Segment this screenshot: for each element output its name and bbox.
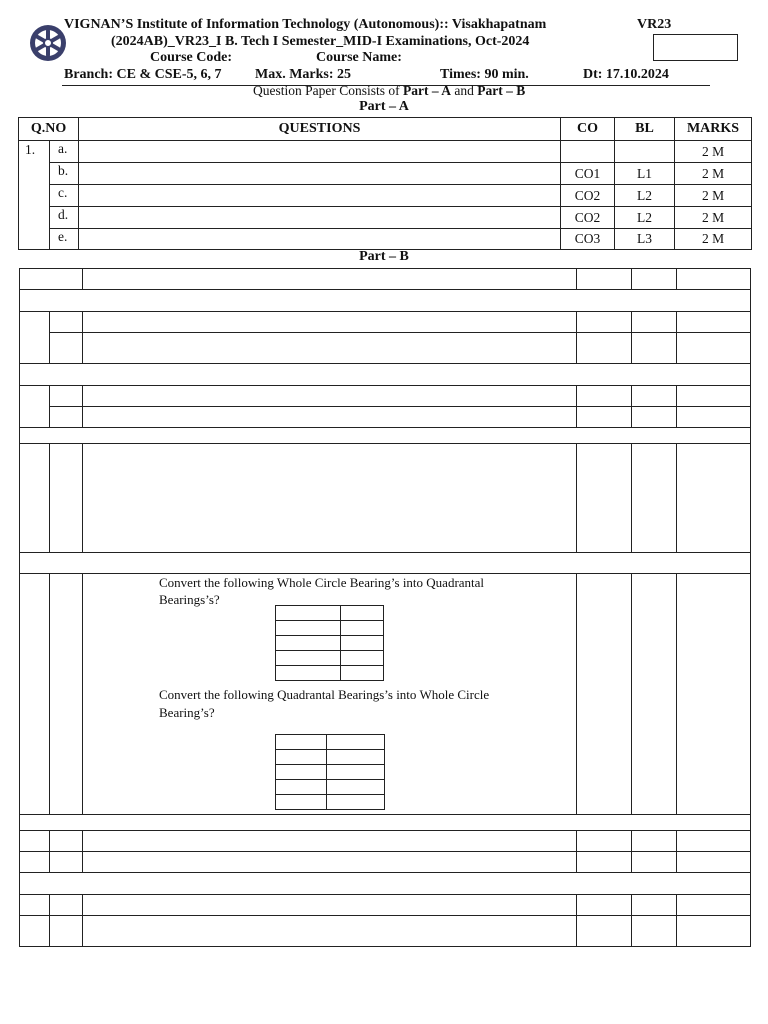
question-wcb-to-qb: Convert the following Whole Circle Bearing’s into Quadrantal Bearings’s? [159, 575, 485, 607]
table-row [20, 831, 751, 852]
table-row [20, 312, 751, 333]
col-header-marks: MARKS [675, 118, 752, 141]
separator-row [20, 873, 751, 895]
table-row [19, 185, 752, 207]
separator-row [20, 815, 751, 831]
part-a-title: Part – A [359, 99, 409, 114]
branch-info: Branch: CE & CSE-5, 6, 7 [64, 67, 222, 82]
table-row [20, 916, 751, 947]
co-cell: CO1 [561, 163, 615, 185]
question-number: 1. [19, 141, 50, 250]
sub-question-label: d. [50, 207, 79, 229]
table-row [20, 444, 751, 553]
co-cell [561, 141, 615, 163]
table-row [20, 895, 751, 916]
question-cell [79, 229, 561, 250]
separator-row [20, 290, 751, 312]
co-cell: CO2 [561, 185, 615, 207]
institute-logo [28, 23, 68, 63]
bl-cell: L2 [615, 207, 675, 229]
col-header-questions: QUESTIONS [79, 118, 561, 141]
table-row [20, 407, 751, 428]
bl-cell: L1 [615, 163, 675, 185]
max-marks: Max. Marks: 25 [255, 67, 352, 82]
exam-title: (2024AB)_VR23_I B. Tech I Semester_MID-I Examinations, Oct-2024 [111, 34, 530, 49]
table-row [20, 333, 751, 364]
sub-question-label: e. [50, 229, 79, 250]
course-code-label: Course Code: [150, 50, 233, 65]
table-row [20, 386, 751, 407]
institute-name: VIGNAN’S Institute of Information Technology (Autonomous):: Visakhapatnam [64, 17, 547, 32]
separator-row [20, 364, 751, 386]
marks-cell: 2 M [675, 141, 752, 163]
marks-cell: 2 M [675, 185, 752, 207]
question-qb-to-wcb: Convert the following Quadrantal Bearings’s into Whole Circle Bearing’s? [159, 687, 490, 720]
col-header-co: CO [561, 118, 615, 141]
wcb-blank-table [275, 605, 384, 681]
exam-duration: Times: 90 min. [440, 67, 529, 82]
qb-blank-table [275, 734, 385, 810]
bl-cell [615, 141, 675, 163]
marks-cell: 2 M [675, 207, 752, 229]
part-a-table [18, 117, 752, 250]
sub-question-label: a. [50, 141, 79, 163]
code-box [653, 34, 738, 61]
co-cell: CO3 [561, 229, 615, 250]
part-b-title: Part – B [359, 249, 409, 264]
marks-cell: 2 M [675, 229, 752, 250]
course-name-label: Course Name: [316, 50, 402, 65]
marks-cell: 2 M [675, 163, 752, 185]
exam-date: Dt: 17.10.2024 [583, 67, 669, 82]
table-row [19, 141, 752, 163]
question-cell [79, 185, 561, 207]
paper-structure-note: Question Paper Consists of Part – A and Part – B [253, 83, 526, 98]
separator-row [20, 428, 751, 444]
table-row [19, 207, 752, 229]
separator-row [20, 553, 751, 574]
question-cell [79, 163, 561, 185]
table-row [19, 229, 752, 250]
col-header-qno: Q.NO [19, 118, 79, 141]
question-cell [79, 141, 561, 163]
bl-cell: L2 [615, 185, 675, 207]
table-row [20, 852, 751, 873]
col-header-bl: BL [615, 118, 675, 141]
table-header-row [20, 269, 751, 290]
sub-question-label: c. [50, 185, 79, 207]
bl-cell: L3 [615, 229, 675, 250]
co-cell: CO2 [561, 207, 615, 229]
regulation-code: VR23 [637, 17, 672, 32]
sub-question-label: b. [50, 163, 79, 185]
table-row [19, 163, 752, 185]
question-cell [79, 207, 561, 229]
